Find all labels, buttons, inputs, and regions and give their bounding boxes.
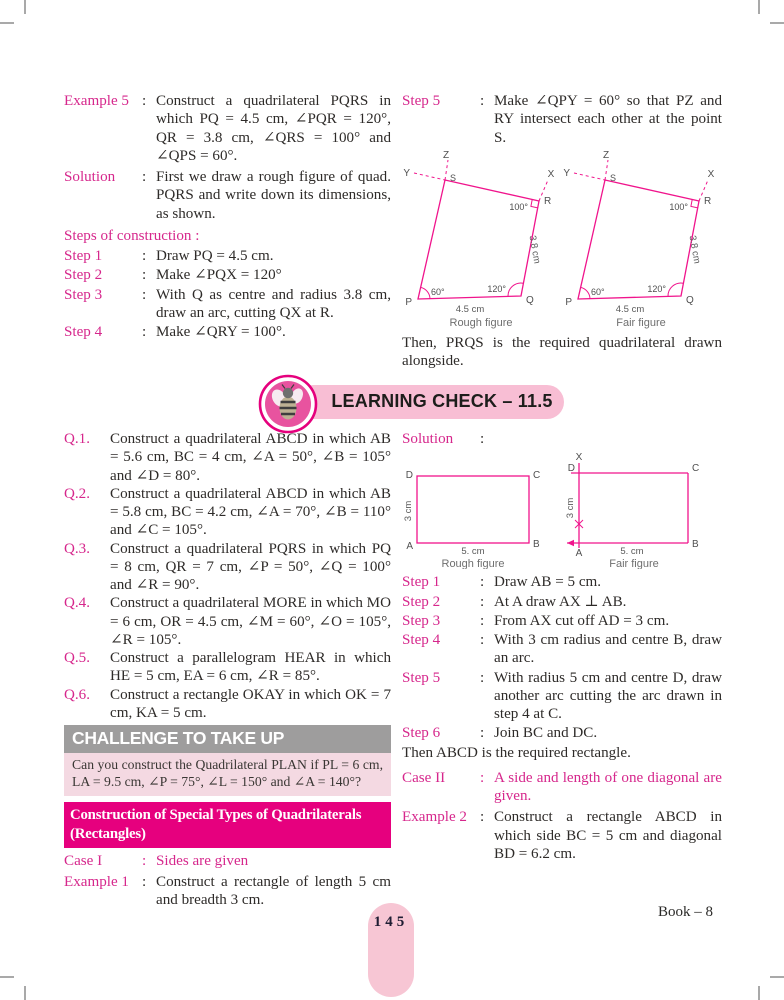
case1-label: Case I — [64, 853, 103, 870]
section-banner — [64, 802, 391, 848]
section-banner-line1: Construction of Special Types of Quadrilaterals — [70, 807, 362, 824]
step-label: Step 4 — [402, 632, 441, 648]
colon: : — [480, 431, 485, 447]
step-label: Step 2 — [64, 267, 103, 284]
question-text: Construct a quadrilateral PQRS in which PQ = 8 cm, QR = 7 cm, ∠P = 50°, ∠Q = 100° and ∠R = 90°. — [110, 540, 391, 593]
example2-row — [402, 808, 722, 863]
colon: : — [142, 93, 147, 109]
colon: : — [142, 169, 147, 185]
colon: : — [480, 574, 485, 591]
question-item — [64, 649, 391, 686]
colon: : — [480, 769, 485, 786]
angle-label-q: 120° — [487, 283, 506, 294]
step-text: Make ∠PQX = 120° — [156, 267, 282, 284]
figure-caption: Fair figure — [616, 316, 666, 329]
example5-label: Example 5 — [64, 93, 129, 109]
learning-check-banner — [258, 374, 588, 436]
crop-mark — [758, 0, 760, 14]
challenge-title-banner: CHALLENGE TO TAKE UP — [64, 725, 391, 753]
step-row — [402, 593, 722, 611]
step-row — [402, 631, 722, 668]
corner-label-c: C — [533, 470, 541, 482]
example5-text: Construct a quadrilateral PQRS in which PQ = 4.5 cm, ∠PQR = 120°, QR = 3.8 cm, ∠QRS = 100° and ∠QPS = 60°. — [156, 93, 391, 164]
crop-mark — [24, 0, 26, 14]
vertex-label-p: P — [405, 296, 412, 308]
step-text: Make ∠QPY = 60° so that PZ and RY intersect each other at the point S. — [494, 93, 722, 146]
angle-label-p: 60° — [591, 286, 605, 297]
corner-label-a: A — [575, 548, 583, 560]
bee-icon — [258, 374, 318, 434]
example1-label: Example 1 — [64, 873, 129, 890]
example5-row — [64, 92, 391, 165]
quadrilateral-figures — [402, 150, 722, 330]
step-text: With 3 cm radius and centre B, draw an arc. — [494, 632, 722, 667]
case2-label: Case II — [402, 769, 446, 786]
step-text: Draw PQ = 4.5 cm. — [156, 248, 274, 264]
book-label: Book – 8 — [658, 904, 714, 920]
step-label: Step 5 — [402, 93, 441, 109]
corner-label-b: B — [533, 539, 540, 551]
vertex-label-y: Y — [563, 167, 570, 179]
steps-heading: Steps of construction : — [64, 227, 200, 244]
colon: : — [480, 593, 485, 610]
colon: : — [142, 248, 147, 264]
step-row — [402, 724, 722, 742]
rectangle-figures — [402, 451, 722, 569]
angle-label-r: 100° — [509, 201, 528, 212]
figure-caption: Fair figure — [609, 558, 659, 570]
solution-label: Solution — [402, 431, 454, 447]
corner-label-c: C — [692, 463, 700, 475]
question-item — [64, 594, 391, 649]
questions-section — [64, 430, 391, 910]
vertex-label-s: S — [450, 172, 457, 183]
side-label-qr: 3.8 cm — [686, 234, 703, 265]
question-item — [64, 686, 391, 723]
vertex-label-p: P — [565, 296, 572, 308]
colon: : — [480, 612, 485, 629]
step-label: Step 1 — [64, 248, 103, 264]
crop-mark — [24, 986, 26, 1000]
colon: : — [142, 267, 147, 284]
step-row — [64, 286, 391, 323]
colon: : — [142, 873, 147, 890]
colon: : — [480, 632, 485, 648]
page-number-pill — [368, 903, 414, 997]
solution-row — [64, 168, 391, 223]
solution-row — [402, 430, 722, 448]
step-row — [402, 612, 722, 630]
colon: : — [142, 853, 147, 870]
case1-row — [64, 852, 391, 870]
ray-label-x: X — [575, 452, 583, 464]
question-text: Construct a quadrilateral ABCD in which AB = 5.8 cm, BC = 4.2 cm, ∠A = 70°, ∠B = 110° and ∠C = 105°. — [110, 485, 391, 539]
step-text: From AX cut off AD = 3 cm. — [494, 612, 670, 629]
question-text: Construct a rectangle OKAY in which OK = 7 cm, KA = 5 cm. — [110, 686, 391, 721]
vertex-label-r: R — [544, 195, 552, 207]
question-item — [64, 485, 391, 540]
angle-label-q: 120° — [647, 283, 666, 294]
step-text: At A draw AX ⊥ AB. — [494, 593, 627, 610]
colon: : — [480, 669, 485, 686]
question-number: Q.5. — [64, 650, 90, 666]
example1-text: Construct a rectangle of length 5 cm and breadth 3 cm. — [156, 873, 391, 908]
colon: : — [480, 725, 485, 742]
solution-text: First we draw a rough figure of quad. PQRS and write down its dimensions, as shown. — [156, 169, 391, 222]
figure-caption: Rough figure — [441, 558, 505, 570]
figure-caption: Rough figure — [449, 316, 513, 329]
question-number: Q.3. — [64, 540, 90, 557]
step-label: Step 4 — [64, 324, 103, 340]
question-item — [64, 540, 391, 595]
question-number: Q.4. — [64, 595, 90, 612]
step-text: Join BC and DC. — [494, 725, 598, 742]
height-label: 3 cm — [565, 497, 576, 519]
question-text: Construct a quadrilateral MORE in which MO = 6 cm, OR = 4.5 cm, ∠M = 60°, ∠O = 105°, ∠R = 105°. — [110, 595, 391, 648]
case2-text: A side and length of one diagonal are given. — [494, 769, 722, 804]
step-text: Make ∠QRY = 100°. — [156, 324, 286, 340]
vertex-label-x: X — [707, 168, 715, 180]
example2-label: Example 2 — [402, 809, 467, 826]
crop-mark — [0, 22, 14, 24]
vertex-label-q: Q — [686, 294, 694, 306]
question-number: Q.1. — [64, 431, 90, 447]
quad-fair-figure — [562, 150, 720, 330]
height-label: 3 cm — [403, 500, 414, 522]
quad-rough-figure — [402, 150, 560, 330]
question-number: Q.6. — [64, 686, 90, 703]
colon: : — [142, 286, 147, 303]
side-label-pq: 4.5 cm — [615, 303, 645, 315]
vertex-label-x: X — [547, 168, 555, 180]
rect-rough-figure — [402, 451, 552, 569]
step-row — [402, 92, 722, 147]
vertex-label-q: Q — [526, 294, 534, 306]
angle-label-r: 100° — [669, 201, 688, 212]
solution-label: Solution — [64, 169, 116, 185]
width-label: 5. cm — [461, 546, 485, 558]
example2-text: Construct a rectangle ABCD in which side BC = 5 cm and diagonal BD = 6.2 cm. — [494, 809, 722, 862]
step-label: Step 1 — [402, 574, 441, 591]
step5-section — [402, 92, 722, 370]
step-row — [64, 266, 391, 284]
rect-fair-figure — [564, 451, 714, 569]
step-label: Step 3 — [402, 612, 441, 629]
step-text: Draw AB = 5 cm. — [494, 574, 602, 591]
quad-conclusion: Then, PRQS is the required quadrilateral drawn alongside. — [402, 334, 722, 369]
step-row — [64, 247, 391, 265]
learning-check-pill — [296, 385, 564, 419]
width-label: 5. cm — [620, 546, 644, 558]
angle-label-p: 60° — [431, 286, 445, 297]
vertex-label-z: Z — [442, 149, 450, 161]
side-label-pq: 4.5 cm — [455, 303, 485, 315]
step-text: With radius 5 cm and centre D, draw another arc cutting the arc drawn in step 4 at C. — [494, 669, 722, 722]
side-label-qr: 3.8 cm — [526, 234, 543, 265]
crop-mark — [770, 976, 784, 978]
step-row — [402, 573, 722, 591]
example1-row — [64, 873, 391, 910]
crop-mark — [0, 976, 14, 978]
question-text: Construct a quadrilateral ABCD in which AB = 5.6 cm, BC = 4 cm, ∠A = 50°, ∠B = 105° and ∠D = 80°. — [110, 431, 391, 484]
learning-check-title: LEARNING CHECK – 11.5 — [331, 391, 553, 412]
case1-text: Sides are given — [156, 853, 249, 870]
step-label: Step 3 — [64, 286, 103, 303]
crop-mark — [770, 22, 784, 24]
colon: : — [480, 809, 485, 826]
question-number: Q.2. — [64, 485, 90, 502]
question-text: Construct a parallelogram HEAR in which HE = 5 cm, EA = 6 cm, ∠R = 85°. — [110, 650, 391, 685]
step-label: Step 2 — [402, 593, 441, 610]
question-item — [64, 430, 391, 485]
case2-row — [402, 769, 722, 806]
example5-section — [64, 92, 391, 342]
colon: : — [142, 324, 147, 340]
section-banner-line2: (Rectangles) — [70, 825, 146, 842]
corner-label-b: B — [692, 539, 699, 551]
corner-label-d: D — [405, 470, 413, 482]
rect-conclusion: Then ABCD is the required rectangle. — [402, 744, 631, 761]
crop-mark — [758, 986, 760, 1000]
corner-label-d: D — [567, 463, 575, 475]
step-text: With Q as centre and radius 3.8 cm, draw an arc, cutting QX at R. — [156, 286, 391, 321]
challenge-text-box: Can you construct the Quadrilateral PLAN if PL = 6 cm, LA = 9.5 cm, ∠P = 75°, ∠L = 150° and ∠A = 140°? — [64, 753, 391, 796]
page-number: 145 — [373, 914, 409, 930]
corner-label-a: A — [406, 541, 413, 553]
step-row — [402, 669, 722, 724]
vertex-label-z: Z — [602, 149, 610, 161]
vertex-label-y: Y — [403, 167, 410, 179]
rectangle-solution-section — [402, 430, 722, 864]
step-row — [64, 323, 391, 341]
step-label: Step 6 — [402, 725, 441, 742]
step-label: Step 5 — [402, 669, 441, 686]
vertex-label-s: S — [610, 172, 617, 183]
vertex-label-r: R — [704, 195, 712, 207]
colon: : — [480, 93, 485, 109]
